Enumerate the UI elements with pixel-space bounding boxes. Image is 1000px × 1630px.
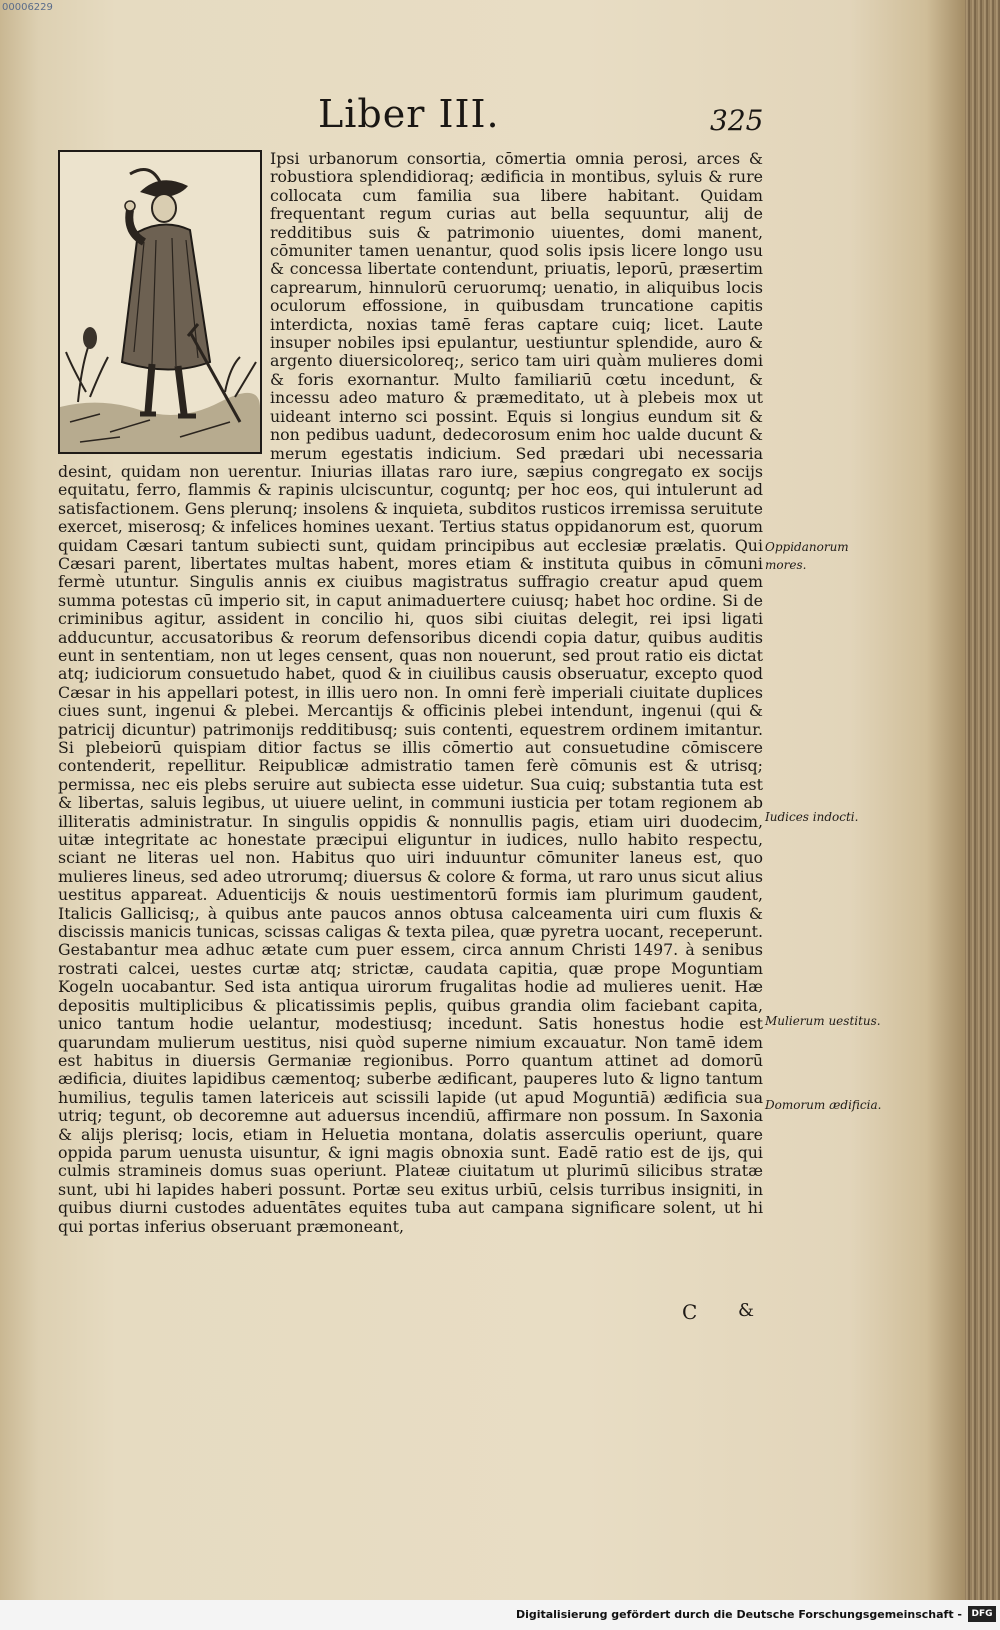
- dfg-logo-icon: DFG: [968, 1606, 996, 1622]
- page-number: 325: [710, 104, 764, 137]
- footer-credit: Digitalisierung gefördert durch die Deutsche Forschungsgemeinschaft -: [515, 1608, 962, 1621]
- paragraph-mulieres-domus: Hæ depositis multiplicibus & plicatissimis peplis, quibus grandia olim faciebant capita, unico tantum hodie uelantur, modestiusq; incedunt. Satis honestus hodie est quarundam mulierum uestitus, nisi quòd superne nimium excauatur. Non tamē idem est habitus in diuersis Germaniæ regionibus. Porro quantum attinet ad domorū ædificia, diuites lapidibus cæmentoq; suberbe ædificant, pauperes luto & ligno tantum humilius, tegulis tamen latericeis aut scissili lapide (ut apud Moguntiā) ædificia sua utriq; tegunt, ob decoremne aut aduersus incendiū, affirmare non possum. In Saxonia & alijs plerisq; locis, etiam in Heluetia montana, dolatis asserculis operiunt, quare oppida parum uenusta uisuntur, & igni magis obnoxia sunt. Eadē ratio est de ijs, qui culmis stramineis domus suas operiunt. Plateæ ciuitatum ut plurimū silicibus stratæ sunt, ubi hi lapides haberi possunt. Portæ seu exitus urbiū, celsis turribus insigniti, in quibus diurni custodes aduentātes equites tuba aut campana significare solent, ut hi qui portas inferius obseruant præmoneant,: [58, 977, 763, 1236]
- paragraph-oppidani: Tertius status oppidanorum est, quorum quidam Cæsari tantum subiecti sunt, quidam principibus aut ecclesiæ prælatis. Qui Cæsari parent, libertates multas habent, mores etiam & instituta quibus in cōmuni fermè utuntur. Singulis annis ex ciuibus magistratus suffragio creatur apud quem summa potestas cū imperio sit, in caput animaduertere cuiusq; habet hoc ordine. Si de criminibus agitur, assident in concilio hi, quos sibi ciuitas delegit, rei ipsi ligati adducuntur, accusatoribus & reorum defensoribus dicendi copia datur, quibus auditis eunt in sententiam, non ut leges censent, quas non nouerunt, sed prout ratio eis dictat atq; iudiciorum consuetudo habet, quod & in ciuilibus causis obseruatur, excepto quod Cæsar in his appellari potest, in illis uero non. In omni ferè imperiali ciuitate duplices ciues sunt, ingenui & plebei. Mercantijs & officinis plebei intendunt, ingenui (qui & patricij dicuntur) patrimonijs redditibusq; suis contenti, equestrem ordinem imitantur. Si plebeiorū quispiam ditior factus se illis cōmertio aut consuetudine cōmiscere contenderit, repellitur. Reipublicæ admistratio tamen ferè cōmunis est & utrisq; permissa, nec eis plebs seruire aut subiecta esse uidetur. Sua cuiq; substantia tuta est & libertas, saluis legibus, ut uiuere uelint, in communi iusticia per totam regionem ab illiteratis administratur.: [58, 517, 763, 831]
- page-header-title: Liber III.: [318, 92, 500, 136]
- margin-note-oppidanorum: Oppidanorum mores.: [765, 540, 849, 572]
- book-page-edges: [965, 0, 1000, 1600]
- woodcut-spacer: [58, 150, 270, 456]
- paragraph-iudices: In singulis oppidis & nonnullis pagis, etiam uiri duodecim, uitæ integritate ac honestate præcipui eliguntur in iudices, nullo habito respectu, sciant ne literas uel non. Habitus quo uiri induuntur cōmuniter laneus est, quo mulieres lineus, sed adeo utrorumq; diuersus & colore & forma, ut raro unus sicut alius uestitus appareat. Aduenticijs & nouis uestimentorū formis iam plurimum gaudent, Italicis Gallicisq;, à quibus ante paucos annos obtusa calceamenta uiri cum fluxis & discissis manicis tunicas, scissas caligas & texta pilea, quæ pyretra uocant, receperunt. Gestabantur mea adhuc ætate cum puer essem, circa annum Christi 1497. à senibus rostrati calcei, uestes curtæ atq; strictæ, caudata capitia, quæ prope Moguntiam Kogeln uocabantur. Sed ista antiqua uirorum frugalitas hodie ad mulieres uenit.: [58, 811, 763, 997]
- paragraph-nobles: Ipsi urbanorum consortia, cōmertia omnia perosi, arces & robustiora splendidioraq; ædificia in montibus, syluis & rure collocata cum familia sua libere habitant. Quidam frequentant regum curias aut bella sequuntur, alij de redditibus suis & patrimonio uiuentes, domi manent, cōmuniter tamen uenantur, quod solis ipsis licere longo usu & concessa libertate contendunt, priuatis, leporū, præsertim caprearum, hinnulorū ceruorumq; uenatio, in aliquibus locis oculorum effossione, in quibusdam truncatione capitis interdicta, noxias tamē feras captare cuiq; licet. Laute insuper nobiles ipsi epulantur, uestiuntur splendide, auro & argento diuersicoloreq;, serico tam uiri quàm mulieres domi & foris exornantur. Multo familiariū cœtu incedunt, & incessu adeo maturo & præmeditato, ut à plebeis mox ut uideant interno sci possint. Equis si longius eundum sit & non pedibus uadunt, dedecorosum enim hoc ualde ducunt & merum egestatis indicium. Sed prædari ubi necessaria desint, quidam non uerentur. Iniurias illatas raro iure, sæpius congregato ex socijs equitatu, ferro, flammis & rapinis ulciscuntur, coguntq; per hoc eos, qui intulerunt ad satisfactionem. Gens plerunq; insolens & inquieta, subditos rusticos irremissa seruitute exercet, miserosq; & infelices homines uexant.: [58, 149, 763, 537]
- footer-bar: [0, 1600, 1000, 1630]
- shelfmark: 00006229: [2, 2, 53, 13]
- margin-note-domorum: Domorum ædificia.: [765, 1098, 882, 1112]
- body-text: [58, 150, 763, 1300]
- margin-note-mulierum: Mulierum uestitus.: [765, 1014, 881, 1028]
- signature-mark: C: [682, 1300, 698, 1324]
- catchword: &: [738, 1300, 755, 1321]
- margin-note-iudices: Iudices indocti.: [765, 810, 859, 824]
